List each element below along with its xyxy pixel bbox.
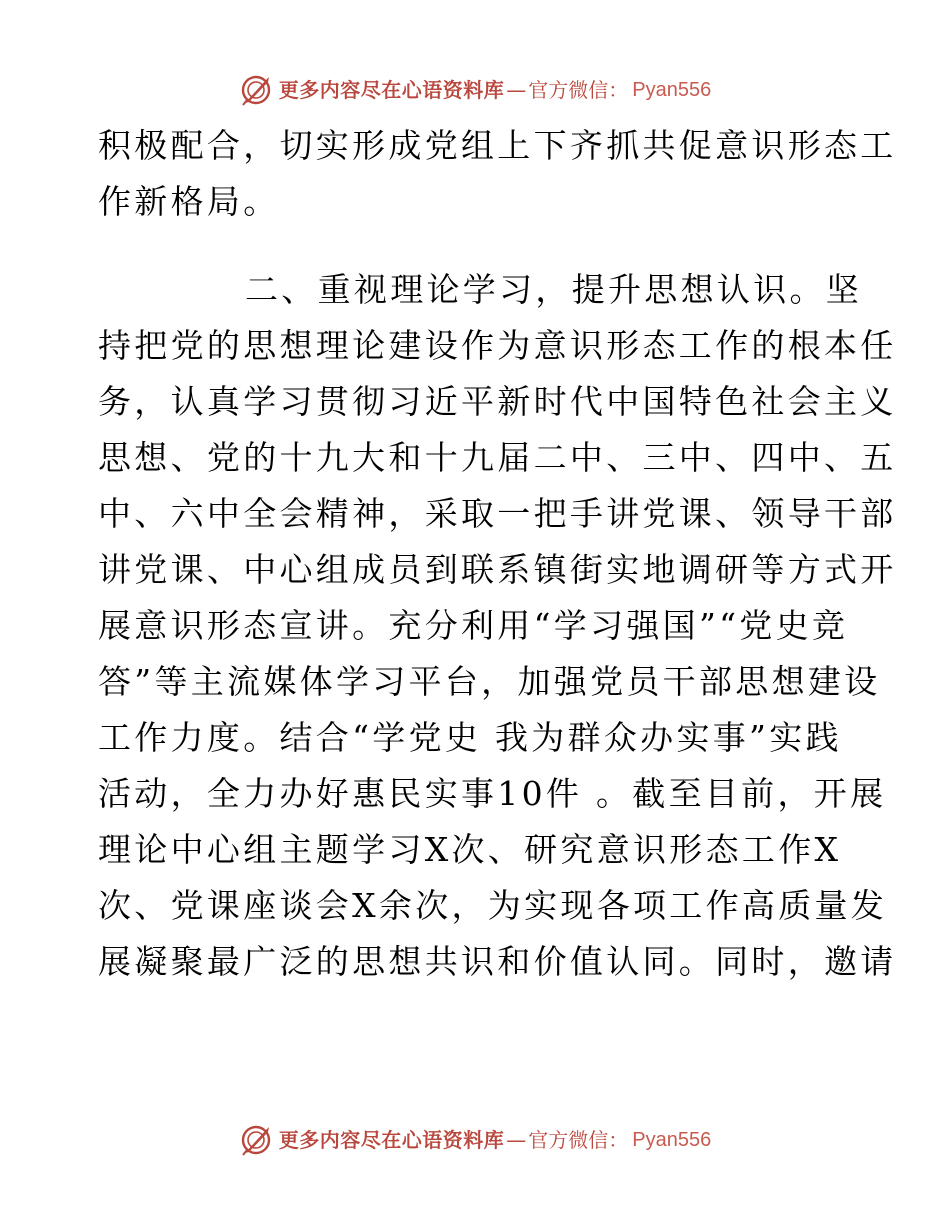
footer-watermark — [0, 1120, 950, 1160]
watermark-separator: — — [506, 78, 527, 102]
text-line: 工作力度。结合“学党史 我为群众办实事”实践 — [98, 718, 842, 757]
watermark-wechat-id: Pyan556 — [632, 1129, 712, 1151]
text-line: 中、六中全会精神，采取一把手讲党课、领导干部 — [98, 494, 897, 533]
text-line: 思想、党的十九大和十九届二中、三中、四中、五 — [98, 438, 897, 477]
text-line: 活动，全力办好惠民实事10件 。截至目前，开展 — [98, 774, 887, 813]
paragraph-spacer — [98, 230, 852, 262]
text-line: 讲党课、中心组成员到联系镇街实地调研等方式开 — [98, 550, 897, 589]
text-line: 务，认真学习贯彻习近平新时代中国特色社会主义 — [98, 382, 897, 421]
text-line: 答”等主流媒体学习平台，加强党员干部思想建设 — [98, 662, 881, 701]
watermark-brand: 更多内容尽在心语资料库 — [278, 78, 505, 102]
paragraph-2 — [98, 262, 897, 990]
text-line: 理论中心组主题学习X次、研究意识形态工作X — [98, 830, 842, 869]
quill-pen-logo-icon — [239, 73, 273, 107]
watermark-separator: — — [506, 1128, 527, 1152]
text-line: 作新格局。 — [98, 182, 280, 221]
watermark-official-label: 官方微信： — [528, 78, 629, 102]
document-body — [98, 118, 897, 990]
text-line: 展凝聚最广泛的思想共识和价值认同。同时，邀请 — [98, 942, 897, 981]
section-heading-line: 二、重视理论学习，提升思想认识。坚 — [245, 270, 863, 309]
text-line: 持把党的思想理论建设作为意识形态工作的根本任 — [98, 326, 897, 365]
paragraph-1 — [98, 118, 897, 230]
text-line: 展意识形态宣讲。充分利用“学习强国”“党史竞 — [98, 606, 849, 645]
watermark-brand: 更多内容尽在心语资料库 — [278, 1128, 505, 1152]
watermark-official-label: 官方微信： — [528, 1128, 629, 1152]
quill-pen-logo-icon — [239, 1123, 273, 1157]
text-line: 次、党课座谈会X余次，为实现各项工作高质量发 — [98, 886, 888, 925]
watermark-wechat-id: Pyan556 — [632, 79, 712, 101]
header-watermark — [0, 70, 950, 110]
text-line: 积极配合，切实形成党组上下齐抓共促意识形态工 — [98, 126, 897, 165]
